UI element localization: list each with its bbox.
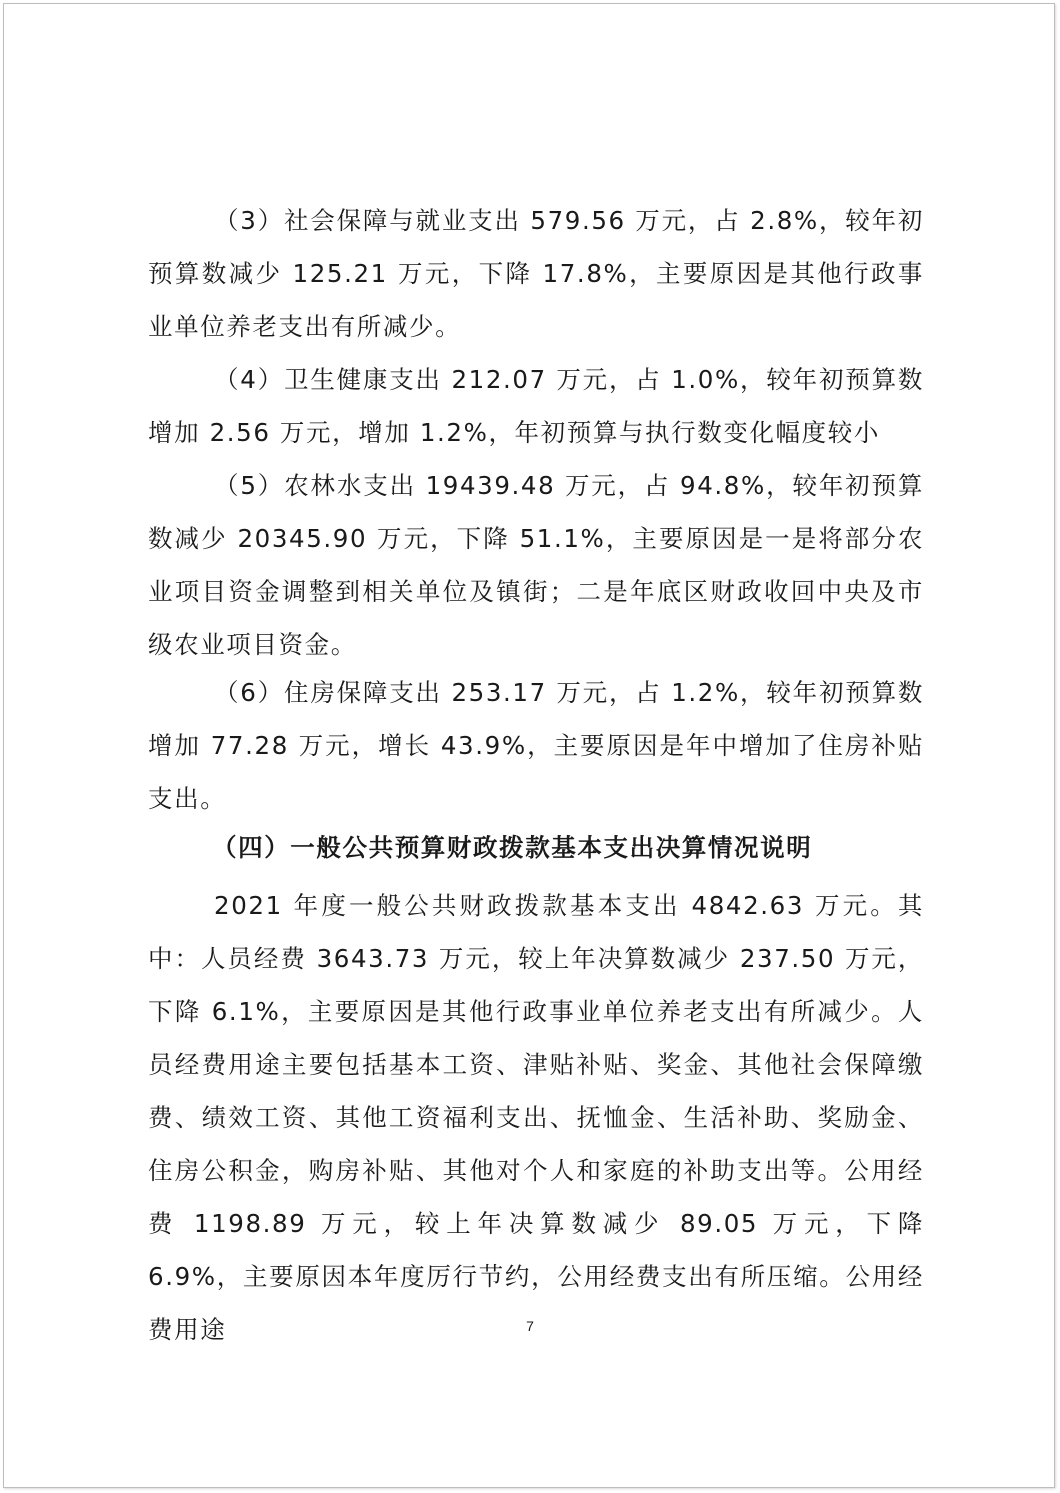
paragraph-social-security: （3）社会保障与就业支出 579.56 万元，占 2.8%，较年初预算数减少 125.21 万元，下降 17.8%，主要原因是其他行政事业单位养老支出有所减少。	[148, 206, 924, 341]
paragraph-health: （4）卫生健康支出 212.07 万元，占 1.0%，较年初预算数增加 2.56 万元，增加 1.2%，年初预算与执行数变化幅度较小	[148, 365, 924, 447]
page-number: 7	[526, 1318, 534, 1334]
paragraph-basic-expenditure: 2021 年度一般公共财政拨款基本支出 4842.63 万元。其中：人员经费 3643.73 万元，较上年决算数减少 237.50 万元，下降 6.1%，主要原因是其他行政事业单位养老支出有所减少。人员经费用途主要包括基本工资、津贴补贴、奖金、其他社会保障缴费、绩效工资、其他工资福利支出、抚恤金、生活补助、奖励金、住房公积金，购房补贴、其他对个人和家庭的补助支出等。公用经费 1198.89 万元，较上年决算数减少 89.05 万元，下降 6.9%，主要原因本年度厉行节约，公用经费支出有所压缩。公用经费用途	[148, 891, 924, 1344]
section-heading-4: （四）一般公共预算财政拨款基本支出决算情况说明	[212, 833, 813, 862]
paragraph-housing: （6）住房保障支出 253.17 万元，占 1.2%，较年初预算数增加 77.28 万元，增长 43.9%，主要原因是年中增加了住房补贴支出。	[148, 678, 924, 813]
paragraph-agriculture: （5）农林水支出 19439.48 万元，占 94.8%，较年初预算数减少 20345.90 万元，下降 51.1%，主要原因是一是将部分农业项目资金调整到相关单位及镇街；二是年底区财政收回中央及市级农业项目资金。	[148, 471, 924, 659]
